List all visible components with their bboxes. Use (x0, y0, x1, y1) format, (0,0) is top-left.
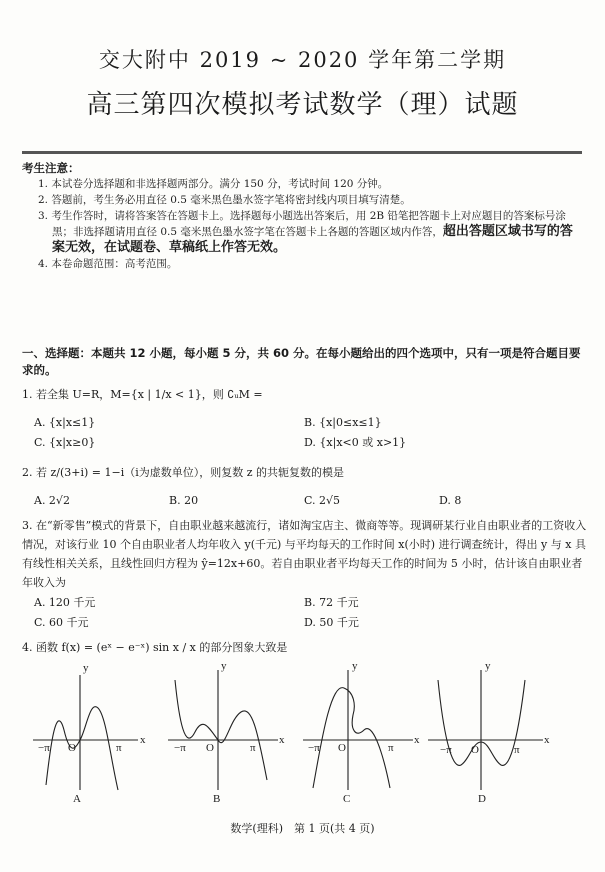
question-4-graphs (28, 660, 583, 810)
graph-c (303, 670, 413, 790)
graph-d-x-label: x (544, 734, 550, 746)
graph-label-c: C (343, 793, 351, 805)
question-1-options (34, 413, 574, 453)
graph-d-origin: O (471, 744, 479, 756)
graph-c-pi: π (388, 742, 394, 754)
question-4-stem: 4. 函数 f(x) = (eˣ − e⁻ˣ) sin x / x 的部分图象大致是 (22, 641, 288, 654)
option-a: A. 2√2 (34, 494, 70, 507)
graph-b-y-label: y (221, 660, 227, 672)
option-a: A. 120 千元 (34, 596, 96, 609)
notice-item-1: 1. 本试卷分选择题和非选择题两部分。满分 150 分，考试时间 120 分钟。 (38, 178, 389, 190)
option-d: D. 8 (439, 494, 462, 507)
option-d: D. {x|x<0 或 x>1} (304, 436, 407, 449)
graph-options-figure (28, 660, 583, 810)
option-c: C. 60 千元 (34, 616, 89, 629)
graph-a-pi: π (116, 742, 122, 754)
option-c: C. {x|x≥0} (34, 436, 96, 449)
option-c: C. 2√5 (304, 494, 341, 507)
notice-item-3 (22, 208, 582, 256)
graph-c-neg-pi: −π (308, 742, 320, 754)
graph-b-origin: O (206, 742, 214, 754)
graph-d-y-label: y (485, 660, 491, 672)
exam-title: 高三第四次模拟考试数学（理）试题 (86, 90, 519, 120)
graph-d-neg-pi: −π (440, 744, 452, 756)
question-3-options (34, 593, 574, 633)
graph-a-origin: O (68, 742, 76, 754)
graph-c-y-label: y (352, 660, 358, 672)
question-1-stem: 1. 若全集 U=R，M={x | 1/x < 1}，则 ∁ᵤM = (22, 388, 263, 401)
option-b: B. {x|0≤x≤1} (304, 416, 382, 429)
option-a: A. {x|x≤1} (34, 416, 96, 429)
graph-d (428, 670, 543, 790)
curve-b (175, 680, 267, 780)
graph-b-neg-pi: −π (174, 742, 186, 754)
notice-item-2: 2. 答题前，考生务必用直径 0.5 毫米黑色墨水签字笔将密封线内项目填写清楚。 (38, 194, 411, 206)
graph-label-a: A (73, 793, 81, 805)
graph-a-y-label: y (83, 662, 89, 674)
option-d: D. 50 千元 (304, 616, 359, 629)
graph-label-d: D (478, 793, 486, 805)
notice-item-3-text: 3. 考生作答时，请将答案答在答题卡上。选择题每小题选出答案后，用 2B 铅笔把答题卡上对应题目的答案标号涂黑；非选择题请用直径 0.5 毫米黑色墨水签字笔在答题卡上各题的答题区域内作答， (38, 210, 566, 238)
header-divider (22, 151, 582, 154)
graph-d-pi: π (514, 744, 520, 756)
graph-a-neg-pi: −π (38, 742, 50, 754)
graph-b-x-label: x (279, 734, 285, 746)
graph-a (33, 675, 138, 790)
page-footer: 数学(理科) 第 1 页(共 4 页) (230, 822, 375, 835)
graph-label-b: B (213, 793, 221, 805)
notice-block (22, 160, 582, 272)
curve-a (46, 707, 118, 790)
graph-c-x-label: x (414, 734, 420, 746)
notice-heading: 考生注意： (22, 161, 80, 175)
notice-item-4: 4. 本卷命题范围：高考范围。 (38, 258, 178, 270)
graph-b (168, 670, 278, 790)
section-heading: 一、选择题：本题共 12 小题，每小题 5 分，共 60 分。在每小题给出的四个选项中，只有一项是符合题目要求的。 (22, 346, 581, 377)
question-2-options (34, 494, 574, 507)
question-3-stem: 3. 在“新零售”模式的背景下，自由职业越来越流行，诸如淘宝店主、微商等等。现调研某行业自由职业者的工资收入情况，对该行业 10 个自由职业者人均年收入 y(千元) 与平均每天的工作时间 x(小时) 进行调查统计，得出 y 与 x 具有线性相关关系，且线性回归方程为 ŷ=12x+60。若自由职业者平均每天工作的时间为 5 小时，估计该自由职业者年收入为 (22, 519, 587, 589)
graph-b-pi: π (250, 742, 256, 754)
notice-item-3-bold: 超出答题区域书写的答案无效，在试题卷、草稿纸上作答无效。 (52, 224, 573, 255)
school-line: 交大附中 2019 ~ 2020 学年第二学期 (98, 48, 507, 72)
question-2-stem: 2. 若 z/(3+i) = 1−i（i为虚数单位），则复数 z 的共轭复数的模是 (22, 466, 345, 479)
option-b: B. 72 千元 (304, 596, 359, 609)
curve-c (313, 688, 390, 788)
option-b: B. 20 (169, 494, 199, 507)
graph-c-origin: O (338, 742, 346, 754)
graph-a-x-label: x (140, 734, 146, 746)
